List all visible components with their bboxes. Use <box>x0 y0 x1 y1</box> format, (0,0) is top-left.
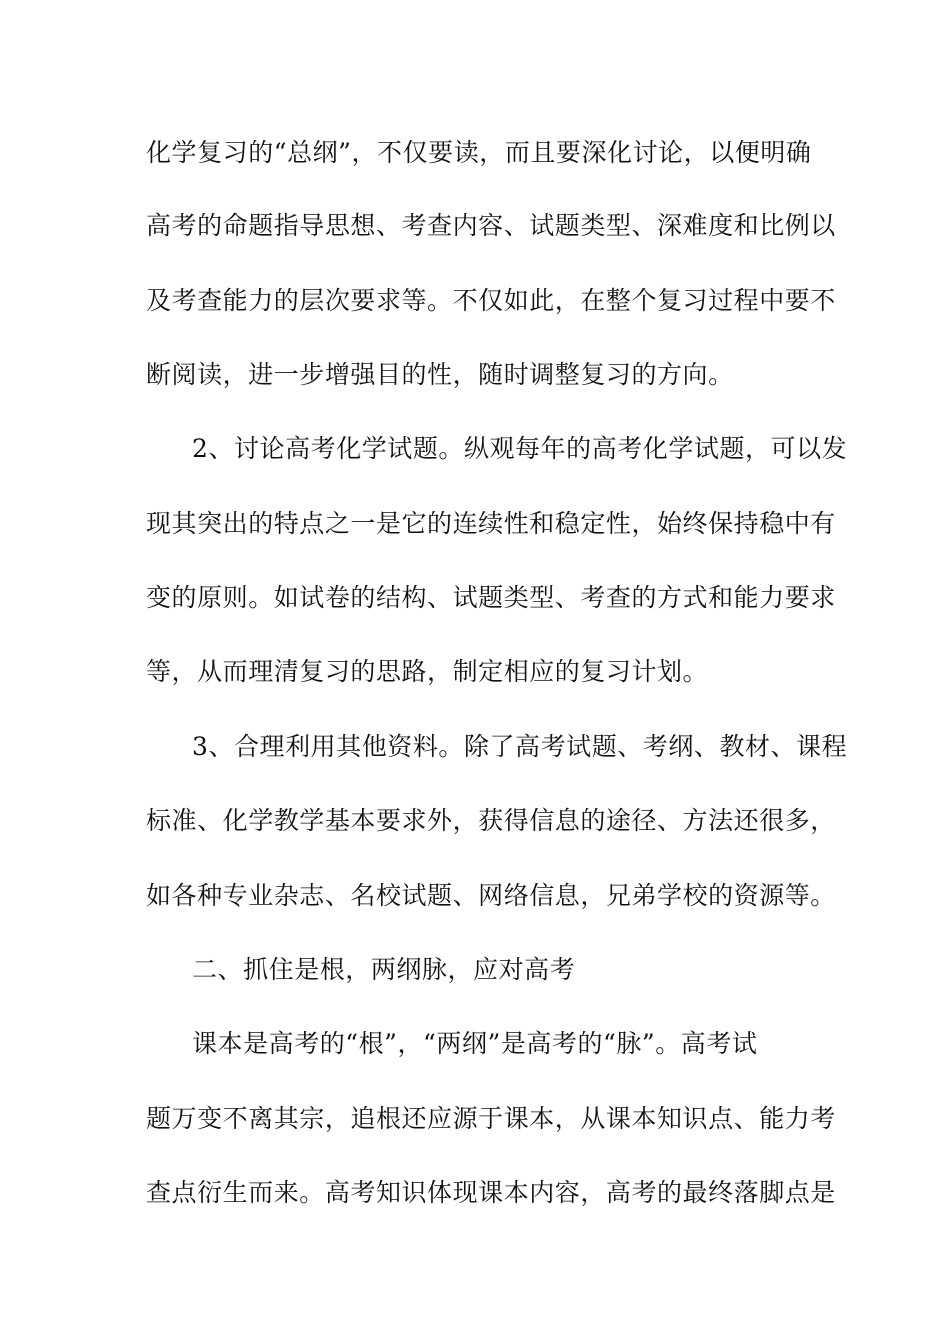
text-line: 查点衍生而来。高考知识体现课本内容，高考的最终落脚点是 <box>146 1178 836 1207</box>
text-line: 及考查能力的层次要求等。不仅如此，在整个复习过程中要不 <box>146 286 836 315</box>
paragraph-4-first-line: 课本是高考的“根”，“两纲”是高考的“脉”。高考试 <box>192 1029 758 1058</box>
text-line: 现其突出的特点之一是它的连续性和稳定性，始终保持稳中有 <box>146 509 836 538</box>
paragraph-2-first-line: 2、讨论高考化学试题。纵观每年的高考化学试题，可以发 <box>192 434 848 463</box>
text-line: 化学复习的“总纲”，不仅要读，而且要深化讨论，以便明确 <box>146 138 812 167</box>
text-line: 高考的命题指导思想、考查内容、试题类型、深难度和比例以 <box>146 211 836 240</box>
paragraph-3-first-line: 3、合理利用其他资料。除了高考试题、考纲、教材、课程 <box>192 732 848 761</box>
text-line: 标准、化学教学基本要求外，获得信息的途径、方法还很多， <box>146 806 836 835</box>
text-line: 断阅读，进一步增强目的性，随时调整复习的方向。 <box>146 360 734 389</box>
section-heading: 二、抓住是根，两纲脉，应对高考 <box>192 955 576 984</box>
text-line: 题万变不离其宗，追根还应源于课本，从课本知识点、能力考 <box>146 1104 836 1133</box>
text-line: 变的原则。如试卷的结构、试题类型、考查的方式和能力要求 <box>146 583 836 612</box>
text-line: 如各种专业杂志、名校试题、网络信息，兄弟学校的资源等。 <box>146 881 836 910</box>
text-line: 等，从而理清复习的思路，制定相应的复习计划。 <box>146 657 709 686</box>
